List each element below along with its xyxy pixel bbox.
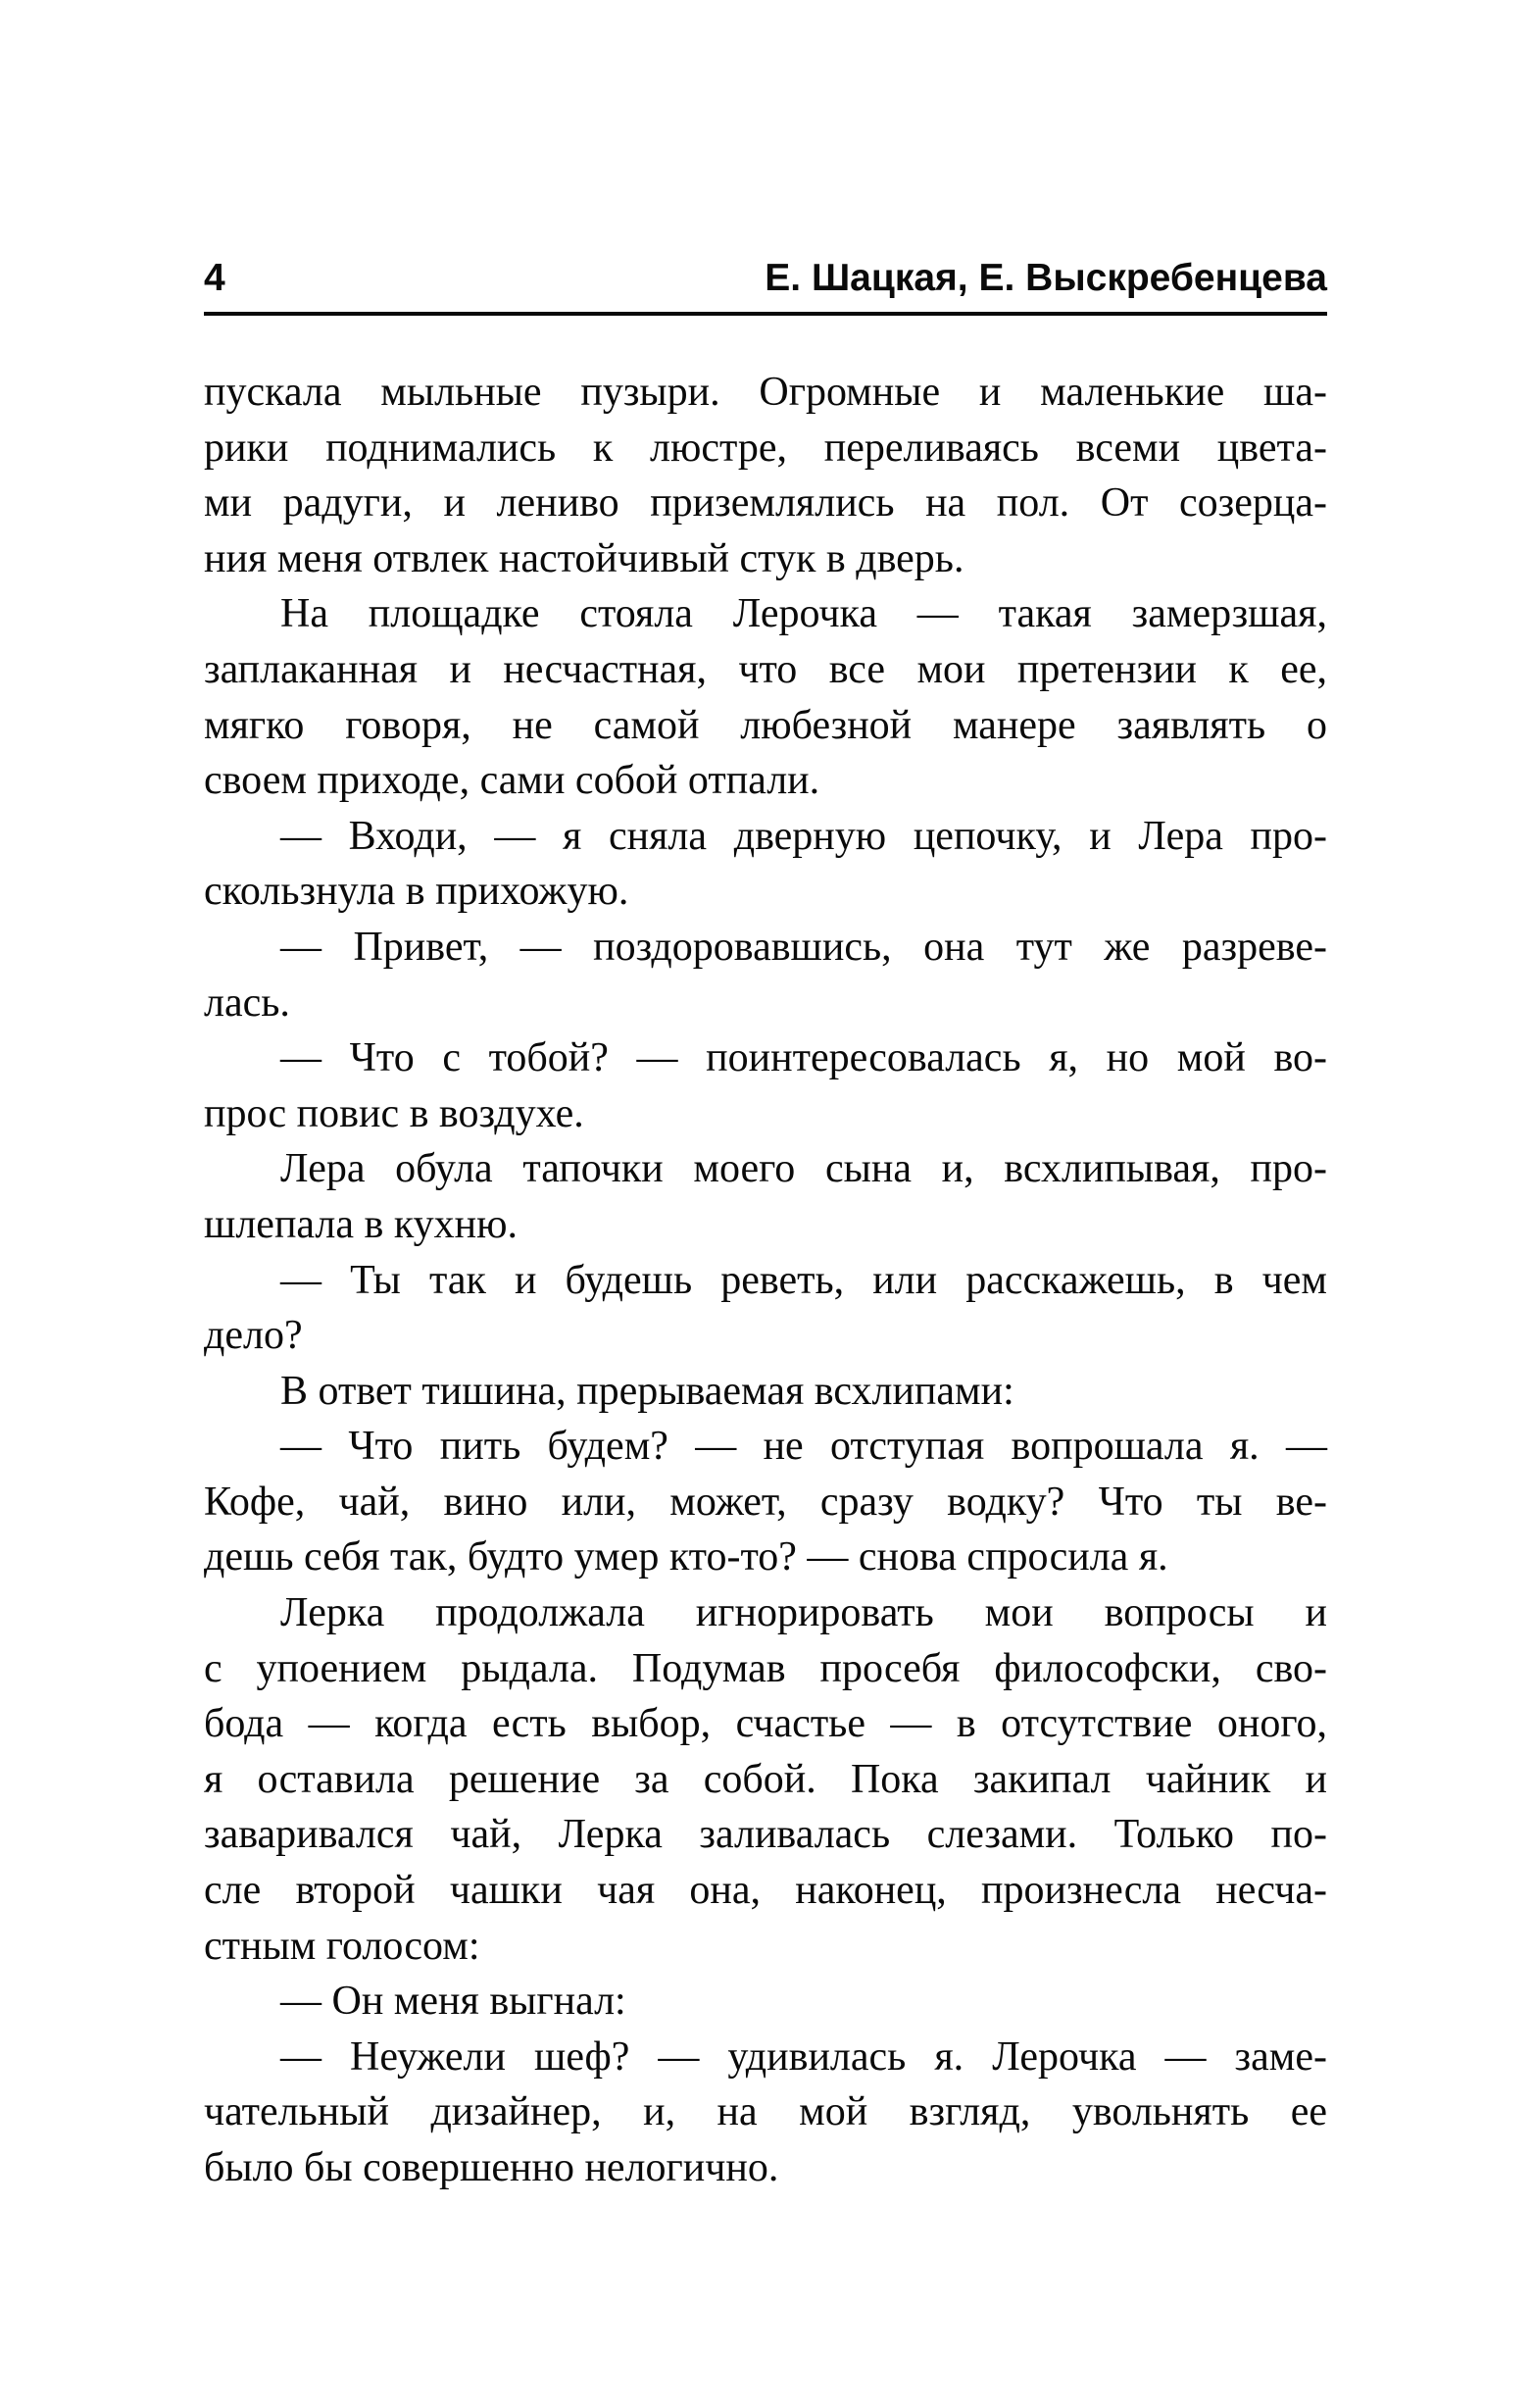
page-number: 4 bbox=[204, 257, 225, 299]
running-header-authors: Е. Шацкая, Е. Выскребенцева bbox=[765, 257, 1327, 299]
text-line: скользнула в прихожую. bbox=[204, 869, 629, 915]
text-line: рики поднимались к люстре, переливаясь всеми цвета- bbox=[204, 425, 1327, 471]
text-line: Лерка продолжала игнорировать мои вопросы и bbox=[280, 1590, 1327, 1636]
text-line: — Привет, — поздоровавшись, она тут же разреве- bbox=[280, 924, 1327, 970]
body-text bbox=[204, 365, 1327, 2196]
text-line: заплаканная и несчастная, что все мои претензии к ее, bbox=[204, 646, 1327, 692]
text-line: прос повис в воздухе. bbox=[204, 1090, 584, 1136]
text-line: сле второй чашки чая она, наконец, произнесла несча- bbox=[204, 1868, 1327, 1914]
text-line: ми радуги, и лениво приземлялись на пол. От созерца- bbox=[204, 480, 1327, 527]
text-line: На площадке стояла Лерочка — такая замерзшая, bbox=[280, 591, 1327, 637]
text-line: дешь себя так, будто умер кто-то? — снова спросила я. bbox=[204, 1534, 1168, 1580]
text-line: Кофе, чай, вино или, может, сразу водку? Что ты ве- bbox=[204, 1479, 1327, 1525]
text-line: стным голосом: bbox=[204, 1923, 480, 1969]
text-line: ния меня отвлек настойчивый стук в дверь. bbox=[204, 535, 964, 581]
text-line: было бы совершенно нелогично. bbox=[204, 2145, 779, 2190]
text-line: В ответ тишина, прерываемая всхлипами: bbox=[280, 1368, 1014, 1414]
text-line: пускала мыльные пузыри. Огромные и маленькие ша- bbox=[204, 370, 1327, 415]
text-line: — Что пить будем? — не отступая вопрошала я. — bbox=[280, 1424, 1327, 1470]
text-line: бода — когда есть выбор, счастье — в отсутствие оного, bbox=[204, 1701, 1327, 1747]
text-line: с упоением рыдала. Подумав просебя философски, сво- bbox=[204, 1645, 1327, 1691]
text-line: я оставила решение за собой. Пока закипал чайник и bbox=[204, 1756, 1327, 1802]
text-line: — Неужели шеф? — удивилась я. Лерочка — заме- bbox=[280, 2033, 1327, 2080]
running-header bbox=[204, 253, 1327, 316]
text-line: дело? bbox=[204, 1313, 303, 1359]
text-line: Лера обула тапочки моего сына и, всхлипывая, про- bbox=[280, 1146, 1327, 1192]
text-line: лась. bbox=[204, 979, 290, 1026]
text-line: — Что с тобой? — поинтересовалась я, но мой во- bbox=[280, 1035, 1327, 1081]
text-line: — Входи, — я сняла дверную цепочку, и Лера про- bbox=[280, 813, 1327, 859]
text-line: мягко говоря, не самой любезной манере заявлять о bbox=[204, 702, 1327, 748]
text-line: чательный дизайнер, и, на мой взгляд, увольнять ее bbox=[204, 2089, 1327, 2135]
text-line: — Ты так и будешь реветь, или расскажешь, в чем bbox=[280, 1257, 1327, 1303]
text-line: своем приходе, сами собой отпали. bbox=[204, 758, 820, 804]
text-line: — Он меня выгнал: bbox=[280, 1979, 626, 2025]
text-line: заваривался чай, Лерка заливалась слезами. Только по- bbox=[204, 1812, 1327, 1858]
text-line: шлепала в кухню. bbox=[204, 1201, 519, 1247]
